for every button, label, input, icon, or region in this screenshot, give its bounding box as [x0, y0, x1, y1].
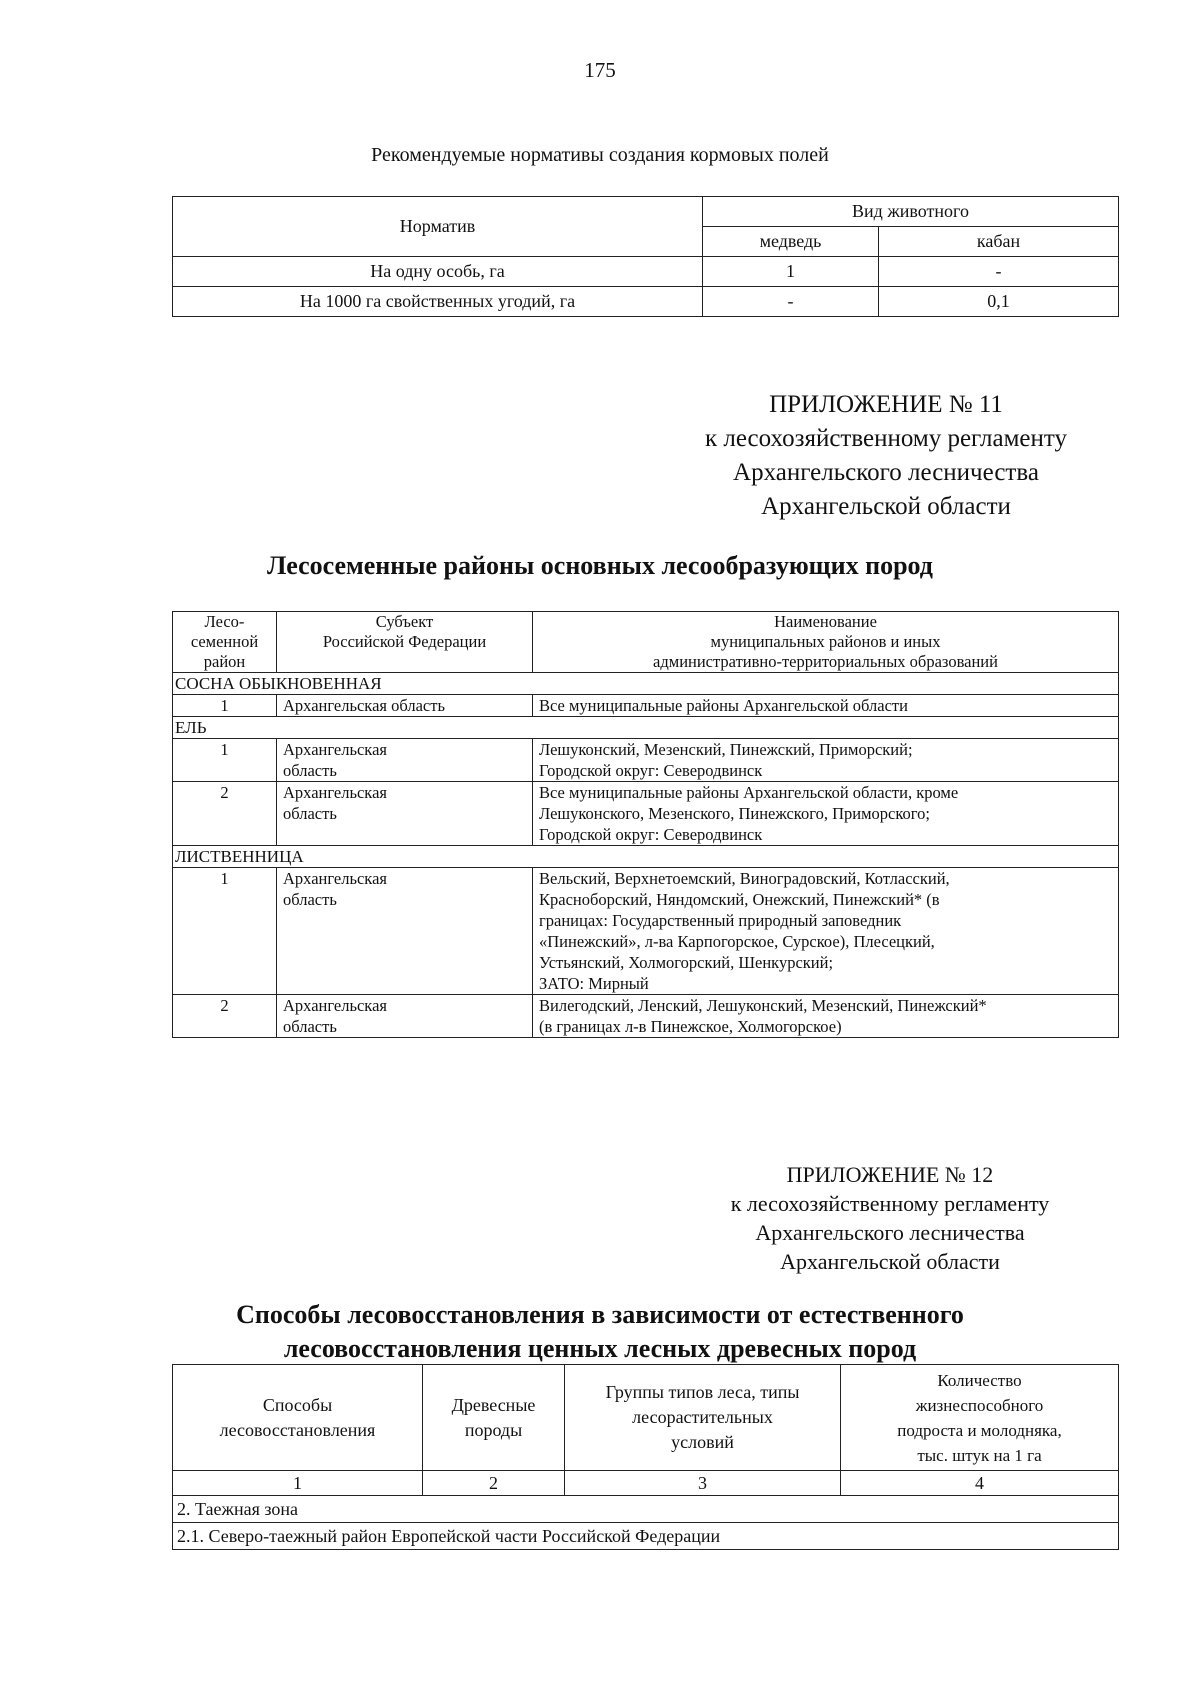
areas-cell: Все муниципальные районы Архангельской области, кроме Лешуконского, Мезенского, Пинежского, Приморского; Городской округ: Северодвинск [533, 782, 1119, 846]
table1-cell-bear: 1 [703, 257, 879, 287]
district-number: 1 [173, 868, 277, 995]
table2-section-larch [173, 846, 1119, 868]
table1-header-row [173, 197, 1119, 227]
table2-header-row [173, 612, 1119, 673]
appendix11-number: ПРИЛОЖЕНИЕ № 11 [769, 391, 1003, 418]
appendix12-ref: к лесохозяйственному регламенту [730, 1191, 1050, 1216]
table1-cell-boar: - [879, 257, 1119, 287]
column-number: 4 [841, 1471, 1119, 1496]
table1-cell-boar: 0,1 [879, 287, 1119, 317]
district-number: 2 [173, 995, 277, 1038]
column-number: 3 [565, 1471, 841, 1496]
appendix11-ref: к лесохозяйственному регламенту [704, 425, 1068, 452]
appendix11-title: Лесосеменные районы основных лесообразующих пород [267, 551, 933, 580]
table-row [173, 782, 1119, 846]
subject-cell: Архангельская область [277, 868, 533, 995]
table-row [173, 739, 1119, 782]
table3-section-north-taiga [173, 1523, 1119, 1550]
table1-title: Рекомендуемые нормативы создания кормовых полей [371, 144, 829, 166]
section-label: 2.1. Северо-таежный район Европейской части Российской Федерации [173, 1523, 1119, 1550]
district-number: 1 [173, 695, 277, 717]
feeding-fields-table [172, 196, 1119, 317]
section-label: ЕЛЬ [173, 717, 1119, 739]
table-row [173, 695, 1119, 717]
areas-cell: Вилегодский, Ленский, Лешуконский, Мезенский, Пинежский* (в границах л-в Пинежское, Холмогорское) [533, 995, 1119, 1038]
subject-cell: Архангельская область [277, 739, 533, 782]
table3-header-row [173, 1365, 1119, 1471]
section-label: СОСНА ОБЫКНОВЕННАЯ [173, 673, 1119, 695]
column-number: 1 [173, 1471, 423, 1496]
table-row [173, 257, 1119, 287]
table3-head-methods: Способы лесовосстановления [173, 1365, 423, 1471]
areas-cell: Вельский, Верхнетоемский, Виноградовский, Котласский, Красноборский, Няндомский, Онежский, Пинежский* (в границах: Государственный природный заповедник «Пинежский», л-ва Карпогорское, Сурское), Плесецкий, Устьянский, Холмогорский, Шенкурский; ЗАТО: Мирный [533, 868, 1119, 995]
table2-head-areas: Наименование муниципальных районов и иных административно-территориальных образований [533, 612, 1119, 673]
appendix11-forestry: Архангельского лесничества [733, 459, 1039, 486]
appendix12-number: ПРИЛОЖЕНИЕ № 12 [786, 1162, 994, 1187]
district-number: 1 [173, 739, 277, 782]
table2-section-pine [173, 673, 1119, 695]
section-label: ЛИСТВЕННИЦА [173, 846, 1119, 868]
table-row [173, 287, 1119, 317]
subject-cell: Архангельская область [277, 782, 533, 846]
table1-head-boar: кабан [879, 227, 1119, 257]
table2-section-spruce [173, 717, 1119, 739]
table3-head-forest-types: Группы типов леса, типы лесорастительных условий [565, 1365, 841, 1471]
table1-head-norm: Норматив [173, 197, 703, 257]
table-row [173, 995, 1119, 1038]
table2-head-subject: Субъект Российской Федерации [277, 612, 533, 673]
appendix12-title-line1: Способы лесовосстановления в зависимости от естественного [236, 1300, 964, 1329]
appendix12-header [690, 1160, 1090, 1276]
table3-head-species: Древесные породы [423, 1365, 565, 1471]
appendix12-forestry: Архангельского лесничества [755, 1220, 1025, 1245]
table3-number-row [173, 1471, 1119, 1496]
subject-cell: Архангельская область [277, 695, 533, 717]
table1-cell-norm: На одну особь, га [173, 257, 703, 287]
appendix12-title-line2: лесовосстановления ценных лесных древесных пород [283, 1334, 917, 1363]
subject-cell: Архангельская область [277, 995, 533, 1038]
district-number: 2 [173, 782, 277, 846]
table3-section-taiga [173, 1496, 1119, 1523]
appendix12-region: Архангельской области [780, 1249, 1000, 1274]
seed-districts-table [172, 611, 1119, 1038]
page-number: 175 [584, 58, 616, 82]
section-label: 2. Таежная зона [173, 1496, 1119, 1523]
appendix11-region: Архангельской области [761, 493, 1011, 520]
table2-head-district: Лесо- семенной район [173, 612, 277, 673]
table1-head-animal: Вид животного [703, 197, 1119, 227]
areas-cell: Все муниципальные районы Архангельской области [533, 695, 1119, 717]
appendix12-title [0, 1298, 1200, 1366]
areas-cell: Лешуконский, Мезенский, Пинежский, Приморский; Городской округ: Северодвинск [533, 739, 1119, 782]
reforestation-methods-table [172, 1364, 1119, 1550]
table-row [173, 868, 1119, 995]
table1-head-bear: медведь [703, 227, 879, 257]
table1-cell-bear: - [703, 287, 879, 317]
column-number: 2 [423, 1471, 565, 1496]
table3-head-quantity: Количество жизнеспособного подроста и молодняка, тыс. штук на 1 га [841, 1365, 1119, 1471]
table1-cell-norm: На 1000 га свойственных угодий, га [173, 287, 703, 317]
appendix11-header [666, 388, 1106, 524]
